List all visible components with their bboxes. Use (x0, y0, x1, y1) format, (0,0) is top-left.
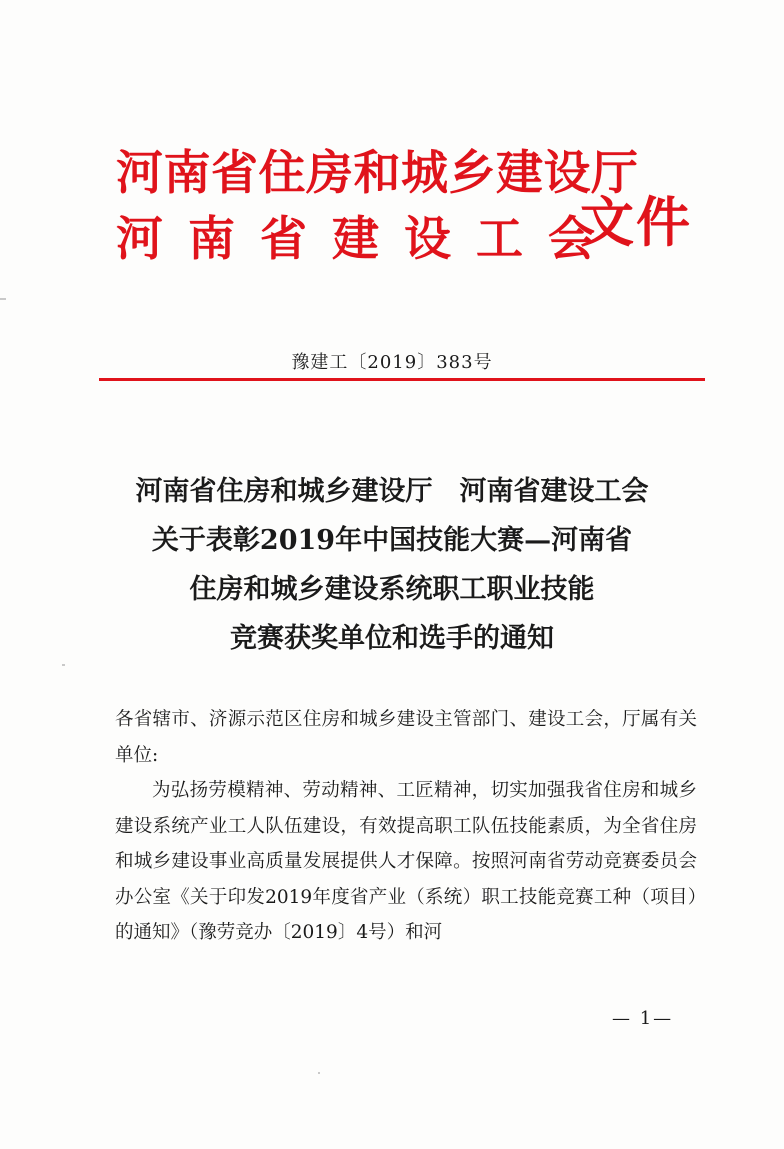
page-number: — 1— (612, 1008, 674, 1029)
red-divider-line (99, 378, 705, 381)
title-line-2: 关于表彰2019年中国技能大赛—河南省 (151, 525, 633, 556)
scan-mark (62, 664, 65, 666)
salutation: 各省辖市、济源示范区住房和城乡建设主管部门、建设工会，厅属有关单位: (115, 709, 697, 766)
issuing-org-line-2: 河南省建设工会 (116, 212, 620, 267)
notice-body (115, 702, 697, 951)
document-number: 豫建工〔2019〕383号 (291, 352, 493, 373)
body-paragraph-1: 为弘扬劳模精神、劳动精神、工匠精神，切实加强我省住房和城乡建设系统产业工人队伍建设，有效提高职工队伍技能素质，为全省住房和城乡建设事业高质量发展提供人才保障。按照河南省劳动竞赛委员会办公室《关于印发2019年度省产业（系统）职工技能竞赛工种（项目）的通知》（豫劳竞办〔2019〕4号）和河 (115, 780, 697, 943)
title-line-1: 河南省住房和城乡建设厅 河南省建设工会 (135, 476, 649, 507)
title-line-3: 住房和城乡建设系统职工职业技能 (189, 574, 595, 605)
scan-mark (318, 1072, 320, 1074)
document-label: 文件 (580, 190, 692, 254)
title-line-4: 竞赛获奖单位和选手的通知 (230, 623, 554, 654)
notice-title (0, 467, 784, 663)
issuing-org-line-1: 河南省住房和城乡建设厅 (116, 146, 639, 201)
scan-mark (0, 298, 6, 300)
